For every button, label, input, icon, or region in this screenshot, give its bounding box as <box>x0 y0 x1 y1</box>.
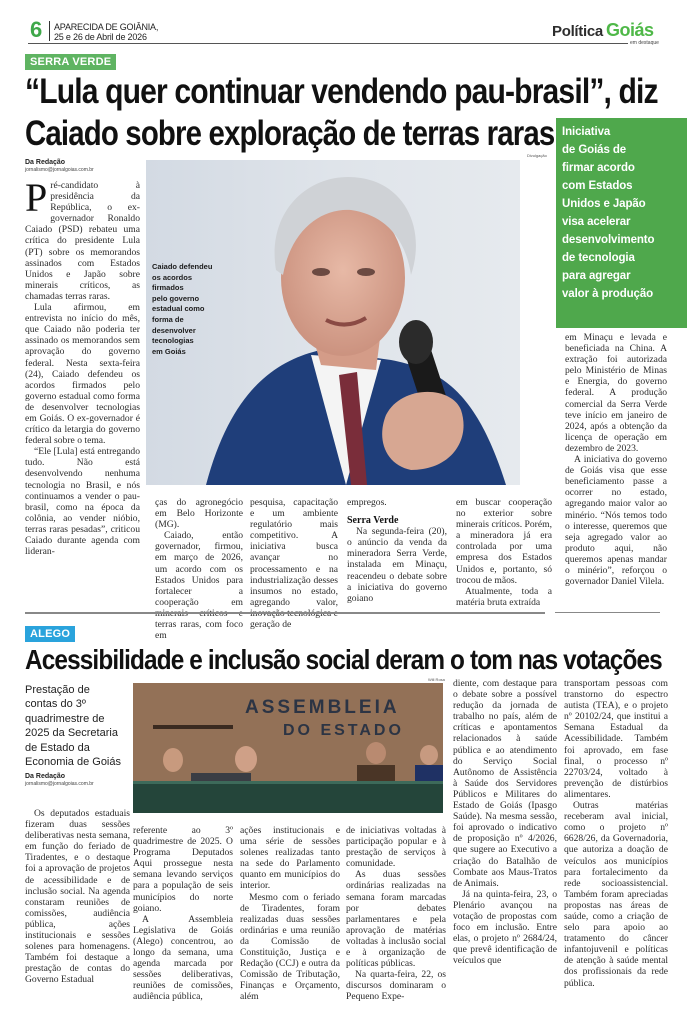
article2-column-4 <box>346 825 446 1003</box>
byline-name: Da Redação <box>25 773 66 780</box>
article1-column-1 <box>25 175 140 558</box>
byline-email: jornalismo@jornalgoias.com.br <box>25 781 94 787</box>
article2-col2-p1: referente ao 3º quadrimestre de 2025. O Programa Deputados Aqui prossegue nesta semana levando serviços para a população de seis municípios do norte goiano. <box>133 825 233 914</box>
header-rule <box>28 43 628 44</box>
photo-credit: Will Rosa <box>428 677 445 682</box>
article2-col4-p2: As duas sessões ordinárias realizadas na semana foram marcadas por debates parlamentares e pela aprovação de matérias voltadas à inclusão social e à organização de políticas públicas. <box>346 869 446 970</box>
article1-col1-p3: “Ele [Lula] está entregando tudo. Não está desenvolvendo nenhuma tecnologia no Brasil, e nós continuamos a vender o pau-brasil, como na época da colônia, ao vender nióbio, terras raras pesadas”, criticou Caiado durante agenda com lideran- <box>25 446 140 558</box>
byline-email: jornalismo@jornalgoias.com.br <box>25 167 94 173</box>
sign-do-estado: DO ESTADO <box>283 722 404 739</box>
article1-column-4 <box>347 497 447 604</box>
sidebar-pull-quote <box>556 118 687 328</box>
photo-caption: Caiado defendeu os acordos firmados pelo governo estadual como forma de desenvolver tecnologias em Goiás <box>152 262 213 356</box>
article2-col4-p1: de iniciativas voltadas à participação popular e à prestação de serviços à comunidade. <box>346 825 446 870</box>
article2-col3-p2: Mesmo com o feriado de Tiradentes, foram realizadas duas sessões ordinárias e uma reunião da Comissão de Constituição, Justiça e Redação (CCJ) e outra da Comissão de Tributação, Finanças e Orçamento, além <box>240 891 340 1003</box>
article2-col3-p1: ações institucionais e uma série de sessões solenes realizadas tanto na sede do Parlamento quanto em municípios do interior. <box>240 825 340 892</box>
article1-column-5 <box>456 497 552 608</box>
article2-column-3 <box>240 825 340 1003</box>
article2-column-2 <box>133 825 233 1003</box>
page-number: 6 <box>30 17 43 42</box>
dateline <box>54 22 158 42</box>
sidebar-quote-text: Iniciativa de Goiás de firmar acordo com Estados Unidos e Japão visa acelerar desenvolvimento de tecnologia para agregar valor à produção <box>562 126 655 300</box>
article1-col2-p1: ças do agronegócio em Belo Horizonte (MG). <box>155 497 243 531</box>
article1-col3-p1: pesquisa, capacitação e um ambiente regulatório mais competitivo. A iniciativa busca avançar no processamento e na industrialização desses insumos no estado, agregando valor, geração de <box>250 497 338 631</box>
byline-article1 <box>25 158 140 174</box>
photo-assembly-session <box>133 683 443 813</box>
article2-subheadline: Prestação de contas do 3º quadrimestre de 2025 da Secretaria de Estado da Economia de Goiás <box>25 684 121 769</box>
desk-edge <box>133 781 443 784</box>
article1-col5-p2: Atualmente, toda a matéria bruta extraída <box>456 585 552 608</box>
byline-name: Da Redação <box>25 159 66 166</box>
article1-col2-p2: Caiado, então governador, firmou, em março de 2026, um acordo com os Estados Unidos para fortalecer a cooperação em terras raras, com foco em <box>155 530 243 642</box>
article2-column-1 <box>25 808 130 986</box>
article1-col1-p1-text: ré-candidato à presidência da República, o ex-governador Ronaldo Caiado (PSD) rebateu uma crítica do presidente Lula (PT) sobre os memorandos assinados com Estados Unidos e Japão sobre minerais críticos, as chamadas terras raras. <box>25 180 140 302</box>
headline-article1-line1: “Lula quer continuar vendendo pau-brasil”, diz <box>25 72 658 111</box>
article2-col5-p1: diente, com destaque para o debate sobre a possível redução da jornada de trabalho no país, além de críticas e apontamentos relacionados à saúde pública e ao atendimento do Serviço Social Autônomo de Assistência à Saúde dos Servidores Públicos e Militares do Estado de Goiás (Ipasgo Saúde). Na mesma sessão, foi aprovado o indicativo de proposição nº 4/2026, que sugere ao Executivo a criação do Batalhão de Combate aos Maus-Tratos de Animais. <box>453 678 557 889</box>
article1-col4-p2: Na segunda-feira (20), o anúncio da venda da mineradora Serra Verde, instalada em Minaçu, reacendeu o debate sobre a iniciativa do governo goiano <box>347 526 447 604</box>
photo-credit: Divulgação <box>527 153 547 158</box>
logo-word-goias: Goiás <box>605 20 654 40</box>
article2-col2-p2: A Assembleia Legislativa de Goiás (Alego) concentrou, ao longo da semana, uma agenda marcada por sessões deliberativas, reuniões de comissões, audiência pública, <box>133 913 233 1003</box>
logo-word-politica: Política <box>552 23 603 40</box>
article1-col5-p1: em buscar cooperação no exterior sobre minerais críticos. Porém, a mineradora já era controlada por uma empresa dos Estados Unidos e, portanto, só trocou de mãos. <box>456 497 552 586</box>
header-separator <box>49 21 50 41</box>
article1-col1-paragraph <box>25 175 140 302</box>
eye-left <box>312 268 330 276</box>
headline-article2: Acessibilidade e inclusão social deram o tom nas votações <box>25 644 662 675</box>
byline-article2 <box>25 772 130 788</box>
dateline-date: 25 e 26 de Abril de 2026 <box>54 32 147 42</box>
dateline-city: APARECIDA DE GOIÂNIA, <box>54 22 159 32</box>
drop-cap: P <box>25 175 48 220</box>
marble-desk <box>133 783 443 813</box>
newspaper-logo <box>552 20 653 41</box>
sign-assembleia: ASSEMBLEIA <box>245 697 400 718</box>
section-divider <box>25 612 545 614</box>
section-divider-right <box>555 612 660 613</box>
article2-col5-p2: Já na quinta-feira, 23, o Plenário avançou na votação de propostas com foco em inclusão. Entre elas, o projeto nº 2684/24, que prevê identificação de veículos que <box>453 888 557 967</box>
logo-tagline: em destaque <box>630 40 659 46</box>
article1-column-6 <box>565 332 667 587</box>
article1-column-2 <box>155 497 243 641</box>
article2-column-5 <box>453 678 557 966</box>
article1-col4-p1: empregos. <box>347 497 387 508</box>
subhead-serra-verde: Serra Verde <box>347 515 399 527</box>
assembly-illustration <box>133 683 443 813</box>
article1-col6-p2: A iniciativa do governo de Goiás visa que esse beneficiamento passe a ocorrer no estado, agregando maior valor ao minério. “Nós temos todo o interesse, queremos que seja agregado valor ao produto aqui, não queremos apenas mandar o minério”, reforçou o governador Daniel Vilela. <box>565 454 667 588</box>
wall-stripe <box>153 725 233 729</box>
headline-article1-line2: Caiado sobre exploração de terras raras <box>25 114 555 153</box>
eye-right <box>357 268 375 276</box>
article1-col1-p2: Lula afirmou, em entrevista no início do mês, que Caiado não poderia ter assinado os memorandos sem aprovação do governo federal. Nesta sexta-feira (24), Caiado defendeu os acordos firmados pelo governo estadual como forma de desenvolver tecnologias em Goiás. O ex-governador é crítico da letargia do governo federal sobre o tema. <box>25 302 140 447</box>
article2-col6-p1: transportam pessoas com transtorno do espectro autista (TEA), e o projeto nº 20102/24, que institui a Semana Estadual da Acessibilidade. Também foi aprovado, em fase final, o processo nº 22703/24, voltado à prevenção de distúrbios alimentares. <box>564 678 668 800</box>
section-tag-alego: ALEGO <box>25 626 75 642</box>
article2-col4-p3: Na quarta-feira, 22, os discursos dominaram o Pequeno Expe- <box>346 969 446 1003</box>
article2-col1-p1: Os deputados estaduais fizeram duas sessões deliberativas nesta semana, em função do feriado de Tiradentes, e o destaque foi a aprovação de projetos de acessibilidade e de inclusão social. Na agenda constaram reuniões de comissões, audiência pública, ações institucionais e sessões solenes para homenagens. Também foi destaque a prestação de contas do Governo Estadual <box>25 808 130 986</box>
article1-col6-p1: em Minaçu e levada e beneficiada na China. A extração foi autorizada pelo Ministério de Minas e Energia, do governo federal. A produção comercial da Serra Verde teve início em janeiro de 2024, após a obtenção da licença de operação em dezembro de 2023. <box>565 332 667 454</box>
section-tag-serra-verde: SERRA VERDE <box>25 54 116 70</box>
article2-col6-p2: Outras matérias receberam aval inicial, como o projeto nº 6628/26, da Governadoria, que autoriza a doação de veículos aos municípios para fortalecimento da rede socioassistencial. Também foram apreciadas propostas nas áreas de saúde, como a criação de selo para apoio ao tratamento do câncer infantojuvenil e políticas de atenção à saúde mental dos profissionais da rede pública. <box>564 800 668 989</box>
article1-column-3 <box>250 497 338 630</box>
article2-column-6 <box>564 678 668 989</box>
